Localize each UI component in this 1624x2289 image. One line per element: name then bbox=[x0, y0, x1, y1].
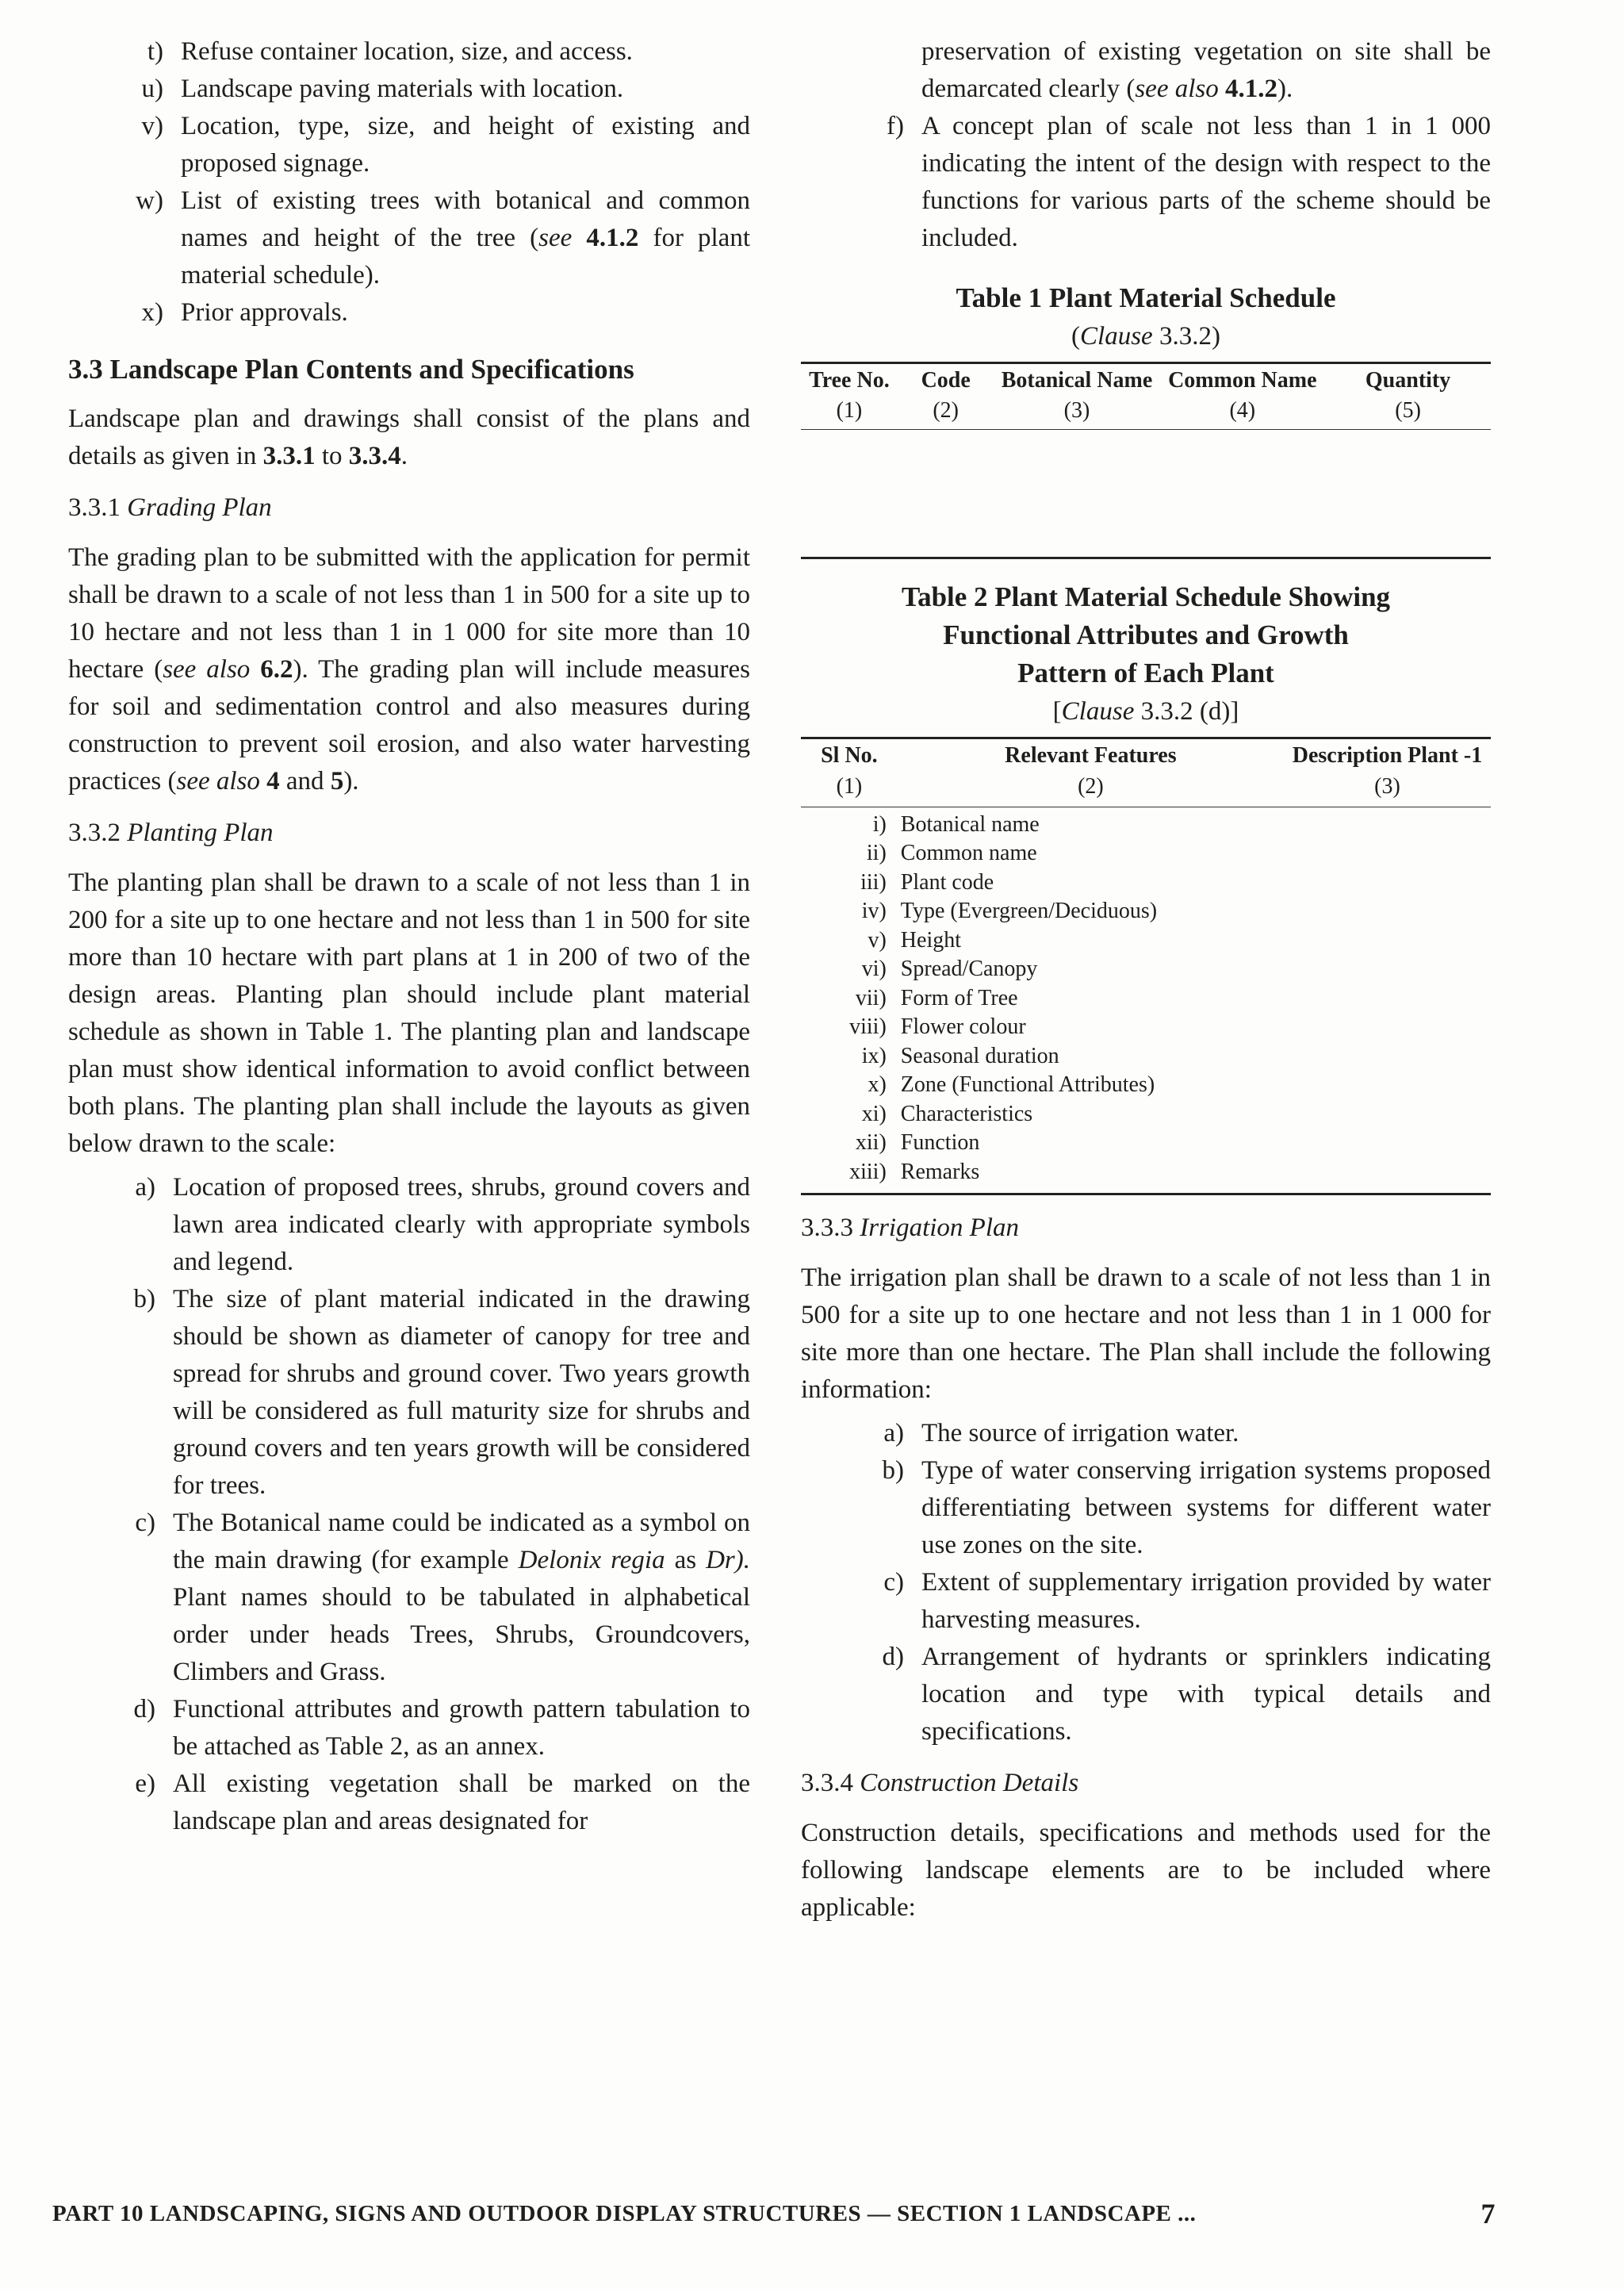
clause-number: 3.3.2 bbox=[1159, 322, 1212, 351]
clause-reference: 4.1.2 bbox=[586, 224, 639, 252]
list-item bbox=[68, 108, 750, 182]
list-marker: d) bbox=[133, 1695, 155, 1723]
paragraph-text: to bbox=[315, 442, 349, 470]
table-column-number-row bbox=[801, 397, 1491, 424]
clause-reference: 4 bbox=[266, 767, 280, 796]
section-title: Construction Details bbox=[860, 1769, 1079, 1797]
row-description bbox=[1284, 897, 1491, 926]
row-sl: iii) bbox=[860, 869, 887, 895]
list-text: Location, type, size, and height of existing and proposed signage. bbox=[181, 112, 750, 178]
paragraph-text: ). The grading plan will include measures for soil and sedimentation control and also measures during construction to prevent soil erosion, and also water harvesting practices ( bbox=[68, 655, 750, 796]
list-marker: c) bbox=[135, 1509, 155, 1537]
row-description bbox=[1284, 984, 1491, 1014]
list-text bbox=[921, 33, 1491, 108]
list-marker: v) bbox=[141, 112, 163, 140]
list-text bbox=[181, 182, 750, 294]
row-description bbox=[1284, 1100, 1491, 1129]
list-item bbox=[68, 33, 750, 71]
table-2-clause: [Clause 3.3.2 (d)] bbox=[1052, 697, 1239, 726]
table-header: Code bbox=[921, 368, 971, 393]
row-description bbox=[1284, 1042, 1491, 1072]
clause-number: 3.3.2 (d) bbox=[1140, 697, 1231, 726]
table-2-caption-line: Functional Attributes and Growth bbox=[943, 619, 1349, 650]
table-header: Tree No. bbox=[809, 368, 890, 393]
row-feature: Remarks bbox=[900, 1159, 980, 1184]
table-row bbox=[801, 955, 1491, 984]
right-column bbox=[801, 33, 1491, 1933]
row-sl: iv) bbox=[861, 899, 887, 923]
table-row bbox=[801, 1013, 1491, 1042]
table-row bbox=[801, 1129, 1491, 1158]
list-marker: b) bbox=[882, 1456, 904, 1485]
list-text: Location of proposed trees, shrubs, ground covers and lawn area indicated clearly with appropriate symbols and legend. bbox=[173, 1173, 750, 1276]
section-number: 3.3.2 bbox=[68, 819, 121, 847]
list-item bbox=[68, 1505, 750, 1691]
list-item bbox=[68, 182, 750, 294]
list-marker: e) bbox=[135, 1769, 155, 1798]
list-item bbox=[68, 1766, 750, 1840]
row-feature: Function bbox=[900, 1130, 980, 1155]
row-sl: ix) bbox=[861, 1043, 887, 1068]
paragraph-text: The grading plan to be submitted with the application for permit shall be drawn to a scale of not less than 1 in 500 for a site up to 10 hectare and not less than 1 in 1 000 for site more than 10 hectare ( bbox=[68, 543, 750, 684]
left-column bbox=[68, 33, 750, 1840]
row-description bbox=[1284, 926, 1491, 956]
row-sl: xi) bbox=[861, 1101, 887, 1126]
section-number: 3.3.3 bbox=[801, 1214, 853, 1242]
row-sl: ii) bbox=[866, 841, 887, 865]
table-header: Description Plant -1 bbox=[1292, 743, 1483, 768]
list-item bbox=[801, 1639, 1491, 1750]
table-1-clause: (Clause 3.3.2) bbox=[1071, 322, 1220, 351]
see-also-reference: see also bbox=[1135, 75, 1219, 103]
table-header-row bbox=[801, 739, 1491, 773]
column-number: (1) bbox=[836, 398, 863, 423]
list-text-main: as bbox=[665, 1546, 707, 1574]
section-heading-3-3: 3.3 Landscape Plan Contents and Specifications bbox=[68, 354, 634, 385]
paragraph-text: and bbox=[279, 767, 331, 796]
table-2-bottom-rule bbox=[801, 1193, 1491, 1195]
functional-attributes-table bbox=[801, 739, 1491, 1187]
clause-word: Clause bbox=[1061, 697, 1135, 726]
clause-reference: 3.3.1 bbox=[262, 442, 316, 470]
footer-running-title: PART 10 LANDSCAPING, SIGNS AND OUTDOOR DISPLAY STRUCTURES — SECTION 1 LANDSCAPE ... bbox=[52, 2201, 1197, 2226]
row-feature: Height bbox=[900, 927, 962, 953]
table-header: Quantity bbox=[1365, 368, 1451, 393]
list-text: A concept plan of scale not less than 1 in 1 000 indicating the intent of the design with respect to the functions for various parts of the scheme should be included. bbox=[921, 112, 1491, 252]
see-also-reference: see also bbox=[163, 655, 251, 684]
planting-plan-paragraph: The planting plan shall be drawn to a scale of not less than 1 in 200 for a site up to one hectare and not less than 1 in 500 for site more than 10 hectare with part plans at 1 in 200 of two of the design areas. Planting plan should include plant material schedule as shown in Table 1. The planting plan and landscape plan must show identical information to avoid conflict between both plans. The planting plan shall include the layouts as given below drawn to the scale: bbox=[68, 868, 750, 1158]
clause-reference: 3.3.4 bbox=[348, 442, 401, 470]
table-header: Sl No. bbox=[821, 743, 878, 768]
clause-reference: 5 bbox=[330, 767, 344, 796]
list-item bbox=[801, 1415, 1491, 1452]
row-description bbox=[1284, 1129, 1491, 1158]
list-marker: d) bbox=[882, 1643, 904, 1671]
row-feature: Characteristics bbox=[900, 1101, 1033, 1126]
section-number: 3.3.4 bbox=[801, 1769, 853, 1797]
list-text: Extent of supplementary irrigation provided by water harvesting measures. bbox=[921, 1568, 1491, 1634]
list-marker: w) bbox=[136, 186, 163, 215]
row-sl: xiii) bbox=[849, 1159, 887, 1184]
table-1-bottom-rule bbox=[801, 429, 1491, 430]
plant-material-schedule-table bbox=[801, 364, 1491, 424]
list-item bbox=[68, 1169, 750, 1281]
table-row bbox=[801, 984, 1491, 1014]
paragraph-text: . bbox=[400, 442, 408, 470]
page-footer bbox=[52, 2195, 1496, 2233]
section-heading-3-3-3 bbox=[801, 1210, 1491, 1247]
list-marker: t) bbox=[147, 37, 163, 66]
row-feature: Common name bbox=[900, 841, 1037, 865]
row-sl: x) bbox=[868, 1072, 887, 1097]
section-title: Grading Plan bbox=[127, 493, 272, 522]
list-item-continued bbox=[801, 33, 1491, 108]
list-marker: a) bbox=[135, 1173, 155, 1202]
list-marker: x) bbox=[141, 298, 163, 327]
list-text-main: preservation of existing vegetation on site shall be demarcated clearly ( bbox=[921, 37, 1491, 103]
column-number: (3) bbox=[1063, 398, 1090, 423]
section-heading-3-3-4 bbox=[801, 1765, 1491, 1802]
column-number: (1) bbox=[836, 774, 863, 799]
see-reference: see bbox=[538, 224, 573, 252]
table-row bbox=[801, 811, 1491, 840]
planting-plan-list bbox=[68, 1169, 750, 1840]
list-item bbox=[68, 1691, 750, 1766]
row-sl: v) bbox=[868, 927, 887, 953]
list-item bbox=[801, 1452, 1491, 1564]
symbol-example: Dr). bbox=[706, 1546, 750, 1574]
section-number: 3.3.1 bbox=[68, 493, 121, 522]
row-sl: vi) bbox=[861, 957, 887, 981]
row-description bbox=[1284, 811, 1491, 840]
list-text bbox=[173, 1505, 750, 1691]
list-item bbox=[68, 294, 750, 332]
row-feature: Form of Tree bbox=[900, 985, 1018, 1010]
column-number: (3) bbox=[1374, 774, 1400, 799]
list-text-main: The Botanical name could be indicated as a symbol on the main drawing (for example bbox=[173, 1509, 750, 1574]
clause-reference: 6.2 bbox=[260, 655, 293, 684]
row-description bbox=[1284, 839, 1491, 868]
table-2-caption-block bbox=[801, 578, 1491, 730]
table-header: Botanical Name bbox=[1001, 368, 1153, 393]
list-text-tail: Plant names should to be tabulated in alphabetical order under heads Trees, Shrubs, Groundcovers, Climbers and Grass. bbox=[173, 1583, 750, 1686]
list-marker: u) bbox=[141, 75, 163, 103]
section-title: Planting Plan bbox=[127, 819, 274, 847]
section-title: Irrigation Plan bbox=[860, 1214, 1020, 1242]
list-text: The source of irrigation water. bbox=[921, 1419, 1239, 1447]
list-text-main: List of existing trees with botanical and common names and height of the tree ( bbox=[181, 186, 750, 252]
construction-details-paragraph: Construction details, specifications and methods used for the following landscape elements are to be included where applicable: bbox=[801, 1819, 1491, 1922]
list-text: Prior approvals. bbox=[181, 298, 348, 327]
list-text: Type of water conserving irrigation systems proposed differentiating between systems for different water use zones on the site. bbox=[921, 1456, 1491, 1559]
see-also-reference: see also bbox=[176, 767, 260, 796]
table-2-caption-line: Table 2 Plant Material Schedule Showing bbox=[901, 581, 1391, 612]
section-heading-3-3-2 bbox=[68, 815, 750, 852]
clause-reference: 4.1.2 bbox=[1224, 75, 1277, 103]
table-2-caption-line: Pattern of Each Plant bbox=[1017, 658, 1274, 688]
planting-plan-list-continued bbox=[801, 33, 1491, 257]
row-description bbox=[1284, 1071, 1491, 1100]
column-number: (2) bbox=[933, 398, 959, 423]
table-1-caption-block bbox=[801, 279, 1491, 355]
section-3-3-paragraph bbox=[68, 401, 750, 475]
table-header: Relevant Features bbox=[1005, 743, 1177, 768]
row-description bbox=[1284, 1158, 1491, 1187]
row-feature: Seasonal duration bbox=[900, 1043, 1059, 1068]
row-sl: xii) bbox=[855, 1130, 887, 1155]
table-row bbox=[801, 926, 1491, 956]
list-text: The size of plant material indicated in the drawing should be shown as diameter of canopy for tree and spread for shrubs and ground cover. Two years growth will be considered as full maturity size for shrubs and ground covers and ten years growth will be considered for trees. bbox=[173, 1285, 750, 1500]
table-divider-row bbox=[801, 802, 1491, 811]
page-number: 7 bbox=[1480, 2198, 1496, 2230]
list-marker: c) bbox=[883, 1568, 904, 1597]
row-description bbox=[1284, 955, 1491, 984]
paragraph-text: Landscape plan and drawings shall consist of the plans and details as given in bbox=[68, 405, 750, 470]
row-sl: vii) bbox=[855, 985, 887, 1010]
row-description bbox=[1284, 1013, 1491, 1042]
row-description bbox=[1284, 868, 1491, 898]
list-marker: a) bbox=[883, 1419, 904, 1447]
row-sl: i) bbox=[872, 811, 887, 837]
list-marker-empty bbox=[801, 33, 921, 108]
irrigation-plan-list bbox=[801, 1415, 1491, 1750]
table-column-number-row bbox=[801, 773, 1491, 802]
section-heading-3-3-1 bbox=[68, 489, 750, 527]
column-number: (5) bbox=[1395, 398, 1421, 423]
table-header-row bbox=[801, 364, 1491, 397]
row-feature: Zone (Functional Attributes) bbox=[900, 1072, 1155, 1097]
list-text-tail: for plant material schedule). bbox=[181, 224, 750, 289]
table-row bbox=[801, 897, 1491, 926]
table-row bbox=[801, 1071, 1491, 1100]
botanical-example: Delonix regia bbox=[518, 1546, 665, 1574]
list-text: Functional attributes and growth pattern tabulation to be attached as Table 2, as an annex. bbox=[173, 1695, 750, 1761]
clause-word: Clause bbox=[1080, 322, 1153, 351]
table-2-top-rule bbox=[801, 557, 1491, 559]
list-item bbox=[68, 71, 750, 108]
table-row bbox=[801, 1158, 1491, 1187]
list-item bbox=[801, 108, 1491, 257]
row-sl: viii) bbox=[849, 1014, 887, 1039]
list-text: Arrangement of hydrants or sprinklers indicating location and type with typical details and specifications. bbox=[921, 1643, 1491, 1746]
list-item bbox=[68, 1281, 750, 1505]
list-item bbox=[801, 1564, 1491, 1639]
table-row bbox=[801, 1042, 1491, 1072]
list-marker: b) bbox=[133, 1285, 155, 1313]
row-feature: Spread/Canopy bbox=[900, 957, 1038, 981]
row-feature: Flower colour bbox=[900, 1014, 1026, 1039]
row-feature: Plant code bbox=[900, 869, 994, 895]
table-row bbox=[801, 868, 1491, 898]
table-row bbox=[801, 1100, 1491, 1129]
row-feature: Botanical name bbox=[900, 811, 1040, 837]
list-text: All existing vegetation shall be marked on the landscape plan and areas designated for bbox=[173, 1769, 750, 1835]
table-header: Common Name bbox=[1168, 368, 1317, 393]
paragraph-text: ). bbox=[343, 767, 359, 796]
list-text: Landscape paving materials with location. bbox=[181, 75, 624, 103]
table-1-caption: Table 1 Plant Material Schedule bbox=[956, 282, 1336, 313]
list-text-tail: ). bbox=[1277, 75, 1293, 103]
irrigation-plan-paragraph: The irrigation plan shall be drawn to a scale of not less than 1 in 500 for a site up to one hectare and not less than 1 in 1 000 for site more than one hectare. The Plan shall include the following information: bbox=[801, 1263, 1491, 1404]
list-marker: f) bbox=[887, 112, 904, 140]
column-number: (2) bbox=[1078, 774, 1104, 799]
table-row bbox=[801, 839, 1491, 868]
column-number: (4) bbox=[1229, 398, 1256, 423]
grading-plan-paragraph bbox=[68, 539, 750, 800]
row-feature: Type (Evergreen/Deciduous) bbox=[900, 899, 1158, 923]
list-text: Refuse container location, size, and access. bbox=[181, 37, 633, 66]
requirements-list-continued bbox=[68, 33, 750, 332]
